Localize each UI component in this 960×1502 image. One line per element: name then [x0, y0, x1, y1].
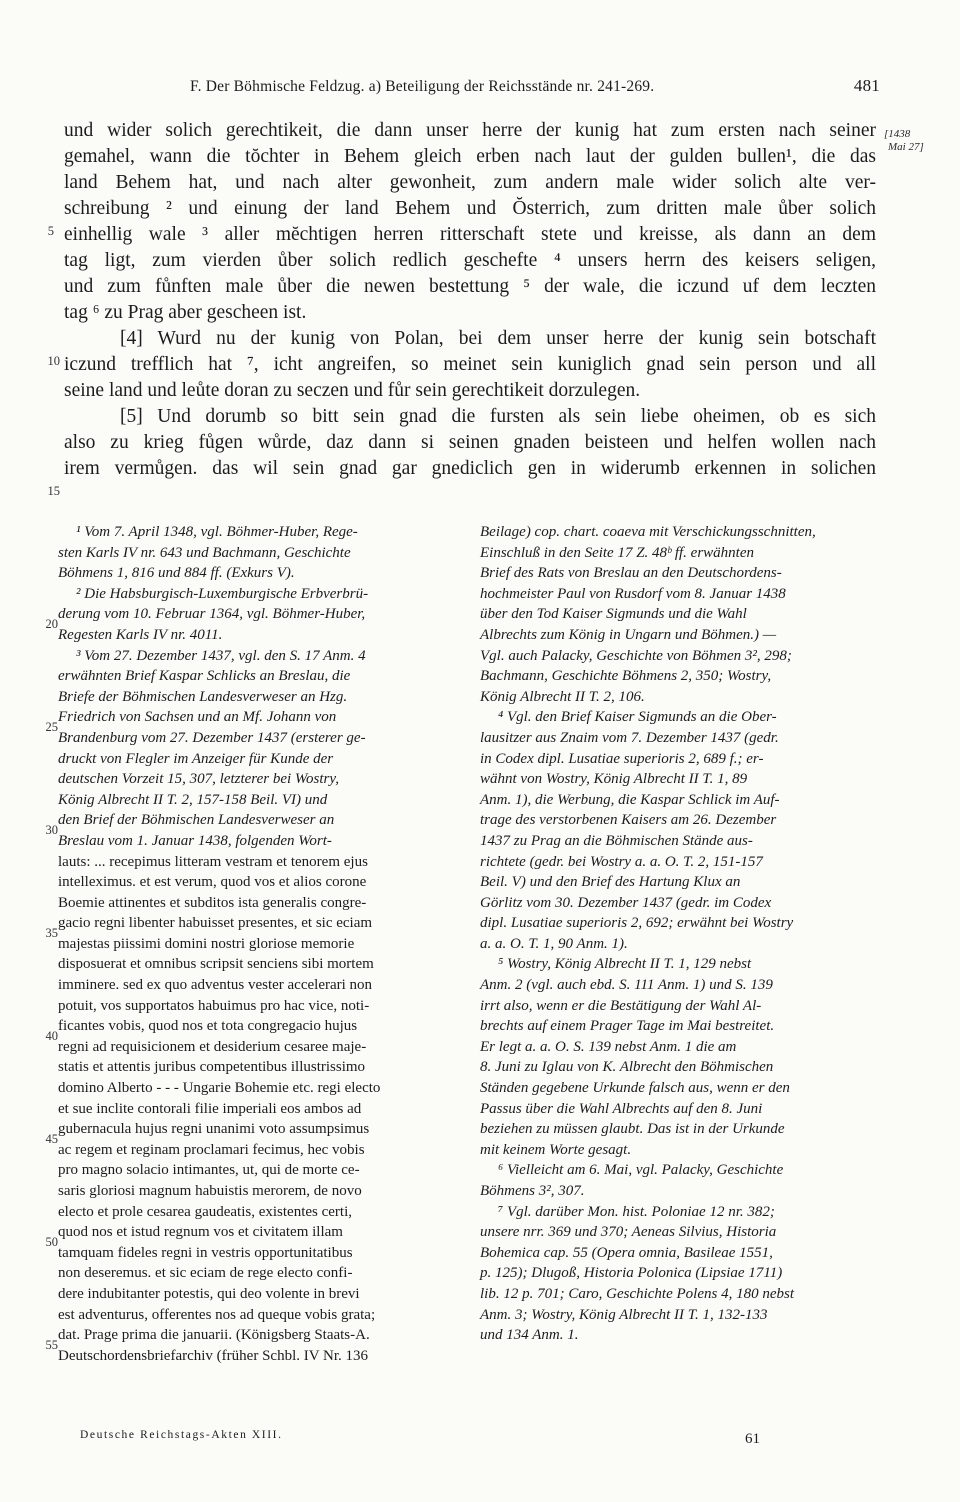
footnote-line: Bachmann, Geschichte Böhmens 2, 350; Wostry, [480, 668, 772, 685]
footnote-line: disposuerat et omnibus scripsit senciens sibi mortem [58, 956, 374, 973]
footnote-line: Einschluß in den Seite 17 Z. 48ᵇ ff. erwähnten [480, 544, 755, 561]
text-line: schreibung ² und einung der land Behem und Ŏsterrich, zum dritten male ůber solich [64, 198, 876, 219]
footnote-line: Regesten Karls IV nr. 4011. [58, 626, 223, 643]
footnote-line: intelleximus. et est verum, quod vos et alios corone [58, 874, 367, 891]
footnote-line: imminere. sed ex quo adventus vester accelerari non [58, 977, 373, 994]
line-number: 55 [45, 1338, 58, 1352]
footnote-line: unsere nrr. 369 und 370; Aeneas Silvius, Historia [480, 1224, 777, 1241]
footnote-line: Breslau vom 1. Januar 1438, folgenden Wort- [58, 832, 332, 849]
footnote-line: tamquam fideles regni in vestris opportunitatibus [58, 1244, 353, 1261]
footer-sheet-number: 61 [745, 1431, 760, 1447]
footer-signature: Deutsche Reichstags-Akten XIII. [80, 1429, 283, 1441]
footnote-line: Passus über die Wahl Albrechts auf den 8. Juni [480, 1100, 763, 1117]
text-line: iczund trefflich hat ⁷, icht angreifen, so meinet sein kuniglich gnad sein person und all [64, 354, 876, 375]
line-number: 35 [45, 926, 58, 940]
footnote-line: Boemie attinentes et subditos ista generalis congre- [58, 894, 367, 911]
footnote-line: wähnt von Wostry, König Albrecht II T. 1, 89 [480, 771, 748, 788]
footnote-line: electo et prole cesarea gaudeatis, existentes certi, [58, 1203, 353, 1220]
footnote-line: trage des verstorbenen Kaisers am 26. Dezember [480, 812, 777, 829]
footnote-line: saris gloriosi magnum habuistis merorem, de novo [58, 1183, 362, 1199]
footnote-line: König Albrecht II T. 2, 106. [480, 688, 645, 705]
line-number: 40 [45, 1029, 58, 1043]
footnote-line: deutschen Vorzeit 15, 307, letzterer bei Wostry, [58, 771, 339, 788]
footnote-line: ⁷ Vgl. darüber Mon. hist. Poloniae 12 nr. 382; [498, 1203, 775, 1220]
text-line: tag ligt, zum vierden ůber solich redlich geschefte ⁴ unsers herrn des keisers seligen, [64, 250, 876, 271]
footnote-line: Briefe der Böhmischen Landesverweser an Hzg. [58, 688, 348, 705]
footnote-line: Böhmens 3², 307. [480, 1183, 585, 1199]
line-number: 15 [47, 484, 60, 498]
footnote-line: statis et attentis juribus competentibus illustrissimo [58, 1059, 366, 1076]
footnote-line: quod nos et istud regnum vos et civitatem illam [58, 1224, 343, 1241]
footnote-line: 1437 zu Prag an die Böhmischen Stände aus- [480, 832, 753, 849]
footnote-line: Friedrich von Sachsen und an Mf. Johann von [58, 709, 337, 726]
line-number: 20 [45, 617, 58, 631]
footnote-line: gacio regni libenter habuisset presentes, et sic eciam [58, 915, 373, 932]
footnote-line: dere indubitanter potestis, qui deo volente in brevi [58, 1285, 360, 1302]
footnote-line: mit keinem Worte gesagt. [480, 1141, 632, 1158]
footnote-line: derung vom 10. Februar 1364, vgl. Böhmer-Huber, [58, 606, 366, 623]
line-number: 45 [45, 1132, 58, 1146]
footnote-line: a. a. O. T. 1, 90 Anm. 1). [480, 935, 628, 952]
footnotes-left-column [58, 522, 456, 1366]
footnote-line: est adventurus, offerentes nos ad queque vobis grata; [58, 1306, 376, 1323]
footnote-line: in Codex dipl. Lusatiae superioris 2, 689 f.; er- [480, 750, 764, 767]
text-line: irem vermůgen. das wil sein gnad gar gnediclich gen in widerumb erkennen in solichen [64, 458, 876, 479]
footnote-line: Vgl. auch Palacky, Geschichte von Böhmen 3², 298; [480, 647, 792, 664]
footnote-line: Görlitz vom 30. Dezember 1437 (gedr. im Codex [480, 894, 772, 911]
footnote-line: Anm. 1), die Werbung, die Kaspar Schlick im Auf- [480, 791, 780, 808]
footnote-line: über den Tod Kaiser Sigmunds und die Wahl [480, 606, 747, 623]
footnote-line: und 134 Anm. 1. [480, 1327, 579, 1344]
footnote-line: Brief des Rats von Breslau an den Deutschordens- [480, 565, 782, 582]
text-line: land Behem hat, und nach alter gewonheit, zum andern male wider solich alte ver- [64, 172, 876, 193]
footnote-line: Bohemica cap. 55 (Opera omnia, Basileae 1551, [480, 1244, 773, 1261]
footnote-line: ¹ Vom 7. April 1348, vgl. Böhmer-Huber, Rege- [76, 524, 358, 540]
text-line: und zum fůnften male ůber die newen bestettung ⁵ der wale, die iczund uf dem leczten [64, 276, 876, 297]
margin-note-line: Mai 27] [888, 141, 924, 153]
footnote-line: lauts: ... recepimus litteram vestram et tenorem ejus [58, 853, 368, 870]
line-number: 10 [47, 354, 60, 368]
page-number: 481 [853, 76, 880, 95]
footnote-line: ⁴ Vgl. den Brief Kaiser Sigmunds an die Ober- [498, 709, 777, 726]
footnote-line: Er legt a. a. O. S. 139 nebst Anm. 1 die am [480, 1038, 737, 1055]
margin-note-line: [1438 [884, 128, 911, 140]
text-line: einhellig wale ³ aller mĕchtigen herren ritterschaft stete und kreisse, als dann an dem [64, 224, 876, 245]
footnote-line: König Albrecht II T. 2, 157-158 Beil. VI) und [58, 791, 328, 808]
text-line: und wider solich gerechtikeit, die dann unser herre der kunig hat zum ersten nach seiner [64, 120, 876, 141]
footnote-line: hochmeister Paul von Rusdorf vom 8. Januar 1438 [480, 585, 786, 602]
running-header [64, 76, 880, 100]
footnote-line: regni ad requisicionem et desiderium cesaree maje- [58, 1038, 367, 1055]
footnote-line: ficantes vobis, quod nos et tota congregacio hujus [58, 1018, 358, 1035]
footnote-line: dipl. Lusatiae superioris 2, 692; erwähnt bei Wostry [480, 915, 794, 932]
footnote-line: richtete (gedr. bei Wostry a. a. O. T. 2, 151-157 [480, 853, 763, 870]
footnote-line: ac regem et reginam proclamari fecimus, hec vobis [58, 1141, 365, 1158]
text-line: [4] Wurd nu der kunig von Polan, bei dem unser herre der kunig sein botschaft [120, 328, 876, 349]
footnote-line: Anm. 3; Wostry, König Albrecht II T. 1, 132-133 [480, 1306, 768, 1323]
footnote-line: den Brief der Böhmischen Landesverweser an [58, 812, 335, 829]
footnote-line: ³ Vom 27. Dezember 1437, vgl. den S. 17 Anm. 4 [76, 647, 366, 664]
footnote-line: Anm. 2 (vgl. auch ebd. S. 111 Anm. 1) und S. 139 [480, 977, 773, 994]
footnote-line: Beilage) cop. chart. coaeva mit Verschickungsschnitten, [480, 524, 816, 540]
text-line: seine land und leůte doran zu seczen und fůr sein gerechtikeit dorzulegen. [64, 380, 641, 401]
footnote-line: ² Die Habsburgisch-Luxemburgische Erbverbrü- [76, 585, 369, 602]
footnote-line: lausitzer aus Znaim vom 7. Dezember 1437 (gedr. [480, 729, 779, 746]
footnote-line: Albrechts zum König in Ungarn und Böhmen.) — [480, 626, 777, 643]
footnote-line: Brandenburg vom 27. Dezember 1437 (ersterer ge- [58, 729, 366, 746]
footnote-line: brechts auf einem Prager Tage im Mai bestreitet. [480, 1018, 775, 1035]
line-number: 25 [45, 720, 58, 734]
text-line: also zu krieg fůgen wůrde, daz dann si seinen gnaden beisteen und helfen wollen nach [64, 432, 876, 453]
footnote-line: sten Karls IV nr. 643 und Bachmann, Geschichte [58, 544, 351, 561]
line-number: 50 [45, 1235, 58, 1249]
footnote-line: majestas piissimi domini nostri gloriose memorie [58, 935, 355, 952]
footnote-line: 8. Juni zu Iglau von K. Albrecht den Böhmischen [480, 1059, 774, 1076]
footnote-line: non deseremus. et sic eciam de rege electo confi- [58, 1265, 353, 1282]
footnote-line: beziehen zu müssen glaubt. Das ist in der Urkunde [480, 1121, 785, 1138]
footnote-line: dat. Prage prima die januarii. (Königsberg Staats-A. [58, 1327, 370, 1344]
footnote-line: Ständen gegebene Urkunde falsch aus, wenn er den [480, 1080, 790, 1097]
running-title: F. Der Böhmische Feldzug. a) Beteiligung der Reichsstände nr. 241-269. [190, 78, 655, 95]
footnote-line: pro magno solacio intimantes, ut, qui de morte ce- [58, 1162, 360, 1179]
footnote-line: et sue inclite contorali filie imperiali eos ambos ad [58, 1100, 362, 1117]
line-number: 30 [45, 823, 58, 837]
text-line: [5] Und dorumb so bitt sein gnad die fursten als sein liebe oheimen, ob es sich [120, 406, 876, 427]
margin-date-note [884, 128, 924, 154]
footnote-line: potuit, vos supportatos habuimus pro hac vice, noti- [58, 997, 370, 1014]
footnote-line: Beil. V) und den Brief des Hartung Klux an [480, 874, 741, 891]
footnote-line: irrt also, wenn er die Bestätigung der Wahl Al- [480, 997, 762, 1014]
footnote-line: Deutschordensbriefarchiv (früher Schbl. IV Nr. 136 [58, 1347, 369, 1364]
line-number: 5 [47, 224, 54, 238]
text-line: tag ⁶ zu Prag aber gescheen ist. [64, 302, 307, 323]
footnote-line: p. 125); Dlugoß, Historia Polonica (Lipsiae 1711) [480, 1265, 783, 1282]
footnotes-right-column [480, 522, 878, 1346]
footnote-line: domino Alberto - - - Ungarie Bohemie etc. regi electo [58, 1080, 381, 1097]
footnote-line: druckt von Flegler im Anzeiger für Kunde der [58, 750, 334, 767]
footnote-line: erwähnten Brief Kaspar Schlicks an Breslau, die [58, 668, 351, 685]
footnote-line: ⁵ Wostry, König Albrecht II T. 1, 129 nebst [498, 956, 752, 973]
text-line: gemahel, wann die tŏchter in Behem gleich erben nach laut der gulden bullen¹, die das [64, 146, 876, 167]
footnote-line: ⁶ Vielleicht am 6. Mai, vgl. Palacky, Geschichte [498, 1162, 784, 1179]
footnote-line: lib. 12 p. 701; Caro, Geschichte Polens 4, 180 nebst [480, 1285, 794, 1302]
footnote-line: Böhmens 1, 816 und 884 ff. (Exkurs V). [58, 565, 295, 582]
footnote-line: gubernacula hujus regni unanimi voto assumpsimus [58, 1121, 370, 1138]
